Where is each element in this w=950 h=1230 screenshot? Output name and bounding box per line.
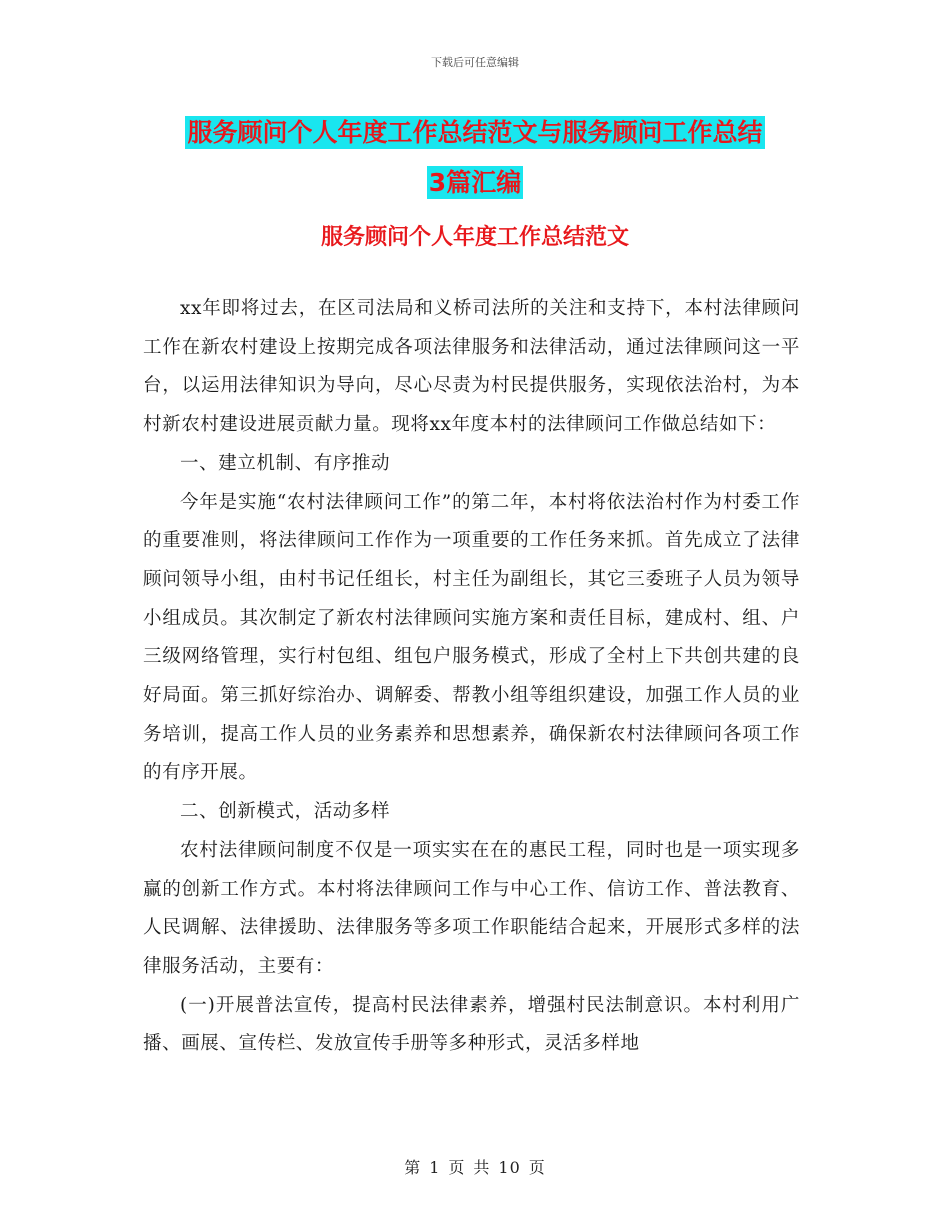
title-line-2: 3篇汇编: [428, 168, 522, 197]
paragraph-intro: xx年即将过去，在区司法局和义桥司法所的关注和支持下，本村法律顾问工作在新农村建设上按期完成各项法律服务和法律活动，通过法律顾问这一平台，以运用法律知识为导向，尽心尽责为村民提供服务，实现依法治村，为本村新农村建设进展贡献力量。现将xx年度本村的法律顾问工作做总结如下：: [143, 298, 800, 436]
paragraph-section-2: 农村法律顾问制度不仅是一项实实在在的惠民工程，同时也是一项实现多赢的创新工作方式。本村将法律顾问工作与中心工作、信访工作、普法教育、人民调解、法律援助、法律服务等多项工作职能结合起来，开展形式多样的法律服务活动，主要有：: [143, 839, 800, 977]
footer-prefix: 第: [404, 1158, 422, 1177]
footer-total-label: 共: [473, 1158, 491, 1177]
title-line-1: 服务顾问个人年度工作总结范文与服务顾问工作总结: [187, 118, 763, 147]
heading-section-2: 二、创新模式，活动多样: [180, 801, 391, 823]
footer-suffix: 页: [528, 1158, 546, 1177]
footer-page-number: 1: [429, 1158, 441, 1177]
page-footer: [0, 1155, 950, 1178]
heading-section-1: 一、建立机制、有序推动: [180, 452, 391, 474]
footer-page-label: 页: [448, 1158, 466, 1177]
paragraph-subsection-1: (一)开展普法宣传，提高村民法律素养，增强村民法制意识。本村利用广播、画展、宣传栏、发放宣传手册等多种形式，灵活多样地: [143, 994, 800, 1055]
footer-total-pages: 10: [498, 1158, 521, 1177]
header-note: 下载后可任意编辑: [431, 56, 519, 69]
body-text: [143, 290, 800, 1064]
document-title: [150, 108, 800, 208]
section-title: 服务顾问个人年度工作总结范文: [320, 225, 629, 250]
paragraph-section-1: 今年是实施“农村法律顾问工作”的第二年，本村将依法治村作为村委工作的重要准则，将法律顾问工作作为一项重要的工作任务来抓。首先成立了法律顾问领导小组，由村书记任组长，村主任为副组长，其它三委班子人员为领导小组成员。其次制定了新农村法律顾问实施方案和责任目标，建成村、组、户三级网络管理，实行村包组、组包户服务模式，形成了全村上下共创共建的良好局面。第三抓好综治办、调解委、帮教小组等组织建设，加强工作人员的业务培训，提高工作人员的业务素养和思想素养，确保新农村法律顾问各项工作的有序开展。: [143, 491, 800, 784]
